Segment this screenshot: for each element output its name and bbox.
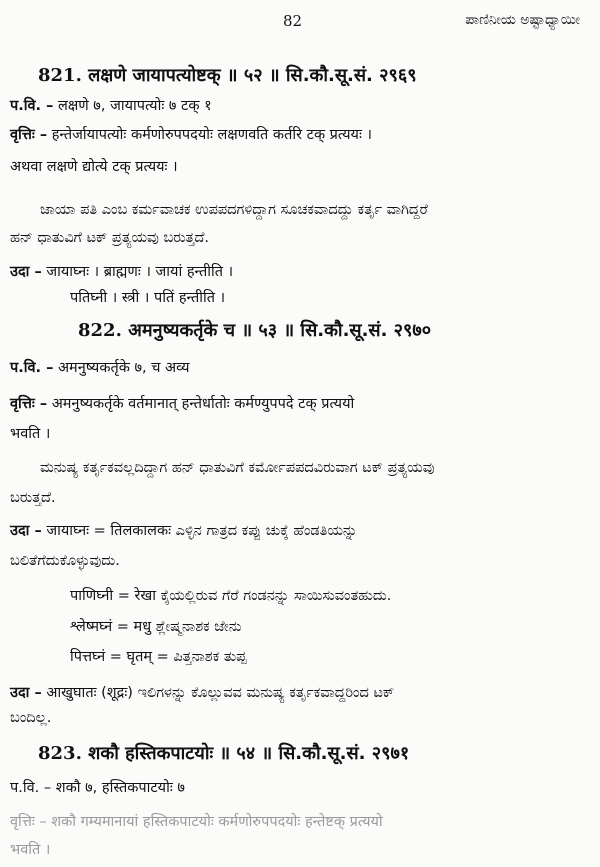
sutra-number: 822. xyxy=(78,320,122,341)
pada-vibhaga-821 xyxy=(10,96,590,116)
sutra-text: अमनुष्यकर्तृके च ॥ ५३ ॥ सि.कौ.सू.सं. २९७० xyxy=(128,320,432,341)
pavi-text: शकौ ७, हस्तिकपाटयोः ७ xyxy=(55,780,185,796)
vritti-822 xyxy=(10,394,590,414)
kannada-explanation: ಜಾಯಾ ಪತಿ ಎಂಬ ಕರ್ಮವಾಚಕ ಉಪಪದಗಳಿದ್ದಾಗ ಸೂಚಕವಾದದ್ದು ಕರ್ತೃ ವಾಗಿದ್ದರೆ xyxy=(40,202,428,218)
pavi-label: प.वि. – xyxy=(10,98,54,114)
vritti-line: अमनुष्यकर्तृके वर्तमानात् हन्तेर्धातोः कर्मण्युपपदे टक् प्रत्ययो xyxy=(51,396,355,412)
sutra-heading-821 xyxy=(38,64,590,88)
vritti-line: भवति । xyxy=(10,426,51,442)
vritti-821 xyxy=(10,125,590,145)
sutra-number: 821. xyxy=(38,65,82,86)
uda-line: जायाघ्नः = तिलकालकः ಎಳ್ಳಿನ ಗಾತ್ರದ ಕಪ್ಪು ಚುಕ್ಕೆ ಹೆಂಡತಿಯನ್ನು xyxy=(46,523,358,539)
sutra-text: लक्षणे जायापत्योष्टक् ॥ ५२ ॥ सि.कौ.सू.सं. २९६९ xyxy=(88,65,417,86)
sutra-number: 823. xyxy=(38,743,82,764)
uda-line: ಬಂದಿಲ್ಲ. xyxy=(10,710,52,726)
uda-line: श्लेष्मघ्नं = मधु ಶ್ಲೇಷ್ಮನಾಶಕ ಜೇನು xyxy=(70,619,242,635)
udaharana-822 xyxy=(10,521,590,541)
uda-line: पित्तघ्नं = घृतम् = ಪಿತ್ತನಾಶಕ ತುಪ್ಪ xyxy=(70,649,247,665)
sutra-heading-823 xyxy=(38,742,590,766)
vritti-line: हन्तेर्जायापत्योः कर्मणोरुपपदयोः लक्षणवति कर्तरि टक् प्रत्ययः । xyxy=(51,127,372,143)
udaharana-821 xyxy=(10,262,590,282)
uda-line: पाणिघ्नी = रेखा ಕೈಯಲ್ಲಿರುವ ಗೆರೆ ಗಂಡನನ್ನು ಸಾಯಿಸುವಂತಹುದು. xyxy=(70,588,392,604)
pavi-text: लक्षणे ७, जायापत्योः ७ टक् १ xyxy=(57,98,212,114)
pada-vibhaga-822 xyxy=(10,358,590,378)
pavi-text: अमनुष्यकर्तृके ७, च अव्य xyxy=(57,360,190,376)
uda-line: ಬಲಿತೆಗೆದುಕೊಳ್ಳುವುದು. xyxy=(10,553,120,569)
uda-line: आखुघातः (शूद्रः) ಇಲಿಗಳನ್ನು ಕೊಲ್ಲುವವ ಮನುಷ್ಯ ಕರ್ತೃಕವಾದ್ದರಿಂದ ಟಕ್ xyxy=(46,685,395,701)
uda-label: उदा – xyxy=(10,523,42,539)
kannada-explanation: ಮನುಷ್ಯ ಕರ್ತೃಕವಲ್ಲದಿದ್ದಾಗ ಹನ್ ಧಾತುವಿಗೆ ಕರ್ಮೋಪಪದವಿರುವಾಗ ಟಕ್ ಪ್ರತ್ಯಯವು xyxy=(40,460,435,476)
sutra-text: शकौ हस्तिकपाटयोः ॥ ५४ ॥ सि.कौ.सू.सं. २९७१ xyxy=(88,743,410,764)
page-number: 82 xyxy=(283,12,303,30)
vritti-label: वृत्तिः – xyxy=(10,814,47,830)
sutra-heading-822 xyxy=(78,319,590,343)
pavi-label: प.वि. – xyxy=(10,780,52,796)
vritti-line: भवति । xyxy=(10,842,51,858)
vritti-line: शकौ गम्यमानायां हस्तिकपाटयोः कर्मणोरुपपदयोः हन्तेष्टक् प्रत्ययो xyxy=(51,814,383,830)
uda-line: जायाघ्नः । ब्राह्मणः । जायां हन्तीति । xyxy=(46,264,234,280)
kannada-explanation: ಬರುತ್ತದೆ. xyxy=(10,490,56,506)
vritti-label: वृत्तिः – xyxy=(10,127,48,143)
book-title: ಪಾಣಿನೀಯ ಅಷ್ಟಾಧ್ಯಾಯೀ xyxy=(465,12,580,28)
vritti-line: अथवा लक्षणे द्योत्ये टक् प्रत्ययः । xyxy=(10,159,178,175)
uda-label: उदा – xyxy=(10,685,42,701)
vritti-label: वृत्तिः – xyxy=(10,396,48,412)
pada-vibhaga-823 xyxy=(10,778,590,798)
uda-label: उदा – xyxy=(10,264,42,280)
uda-line: पतिघ्नी । स्त्री । पतिं हन्तीति । xyxy=(70,290,226,306)
vritti-823 xyxy=(10,812,590,832)
pavi-label: प.वि. – xyxy=(10,360,54,376)
kannada-explanation: ಹನ್ ಧಾತುವಿಗೆ ಟಕ್ ಪ್ರತ್ಯಯವು ಬರುತ್ತದೆ. xyxy=(10,230,210,246)
udaharana-822-b xyxy=(10,683,590,703)
